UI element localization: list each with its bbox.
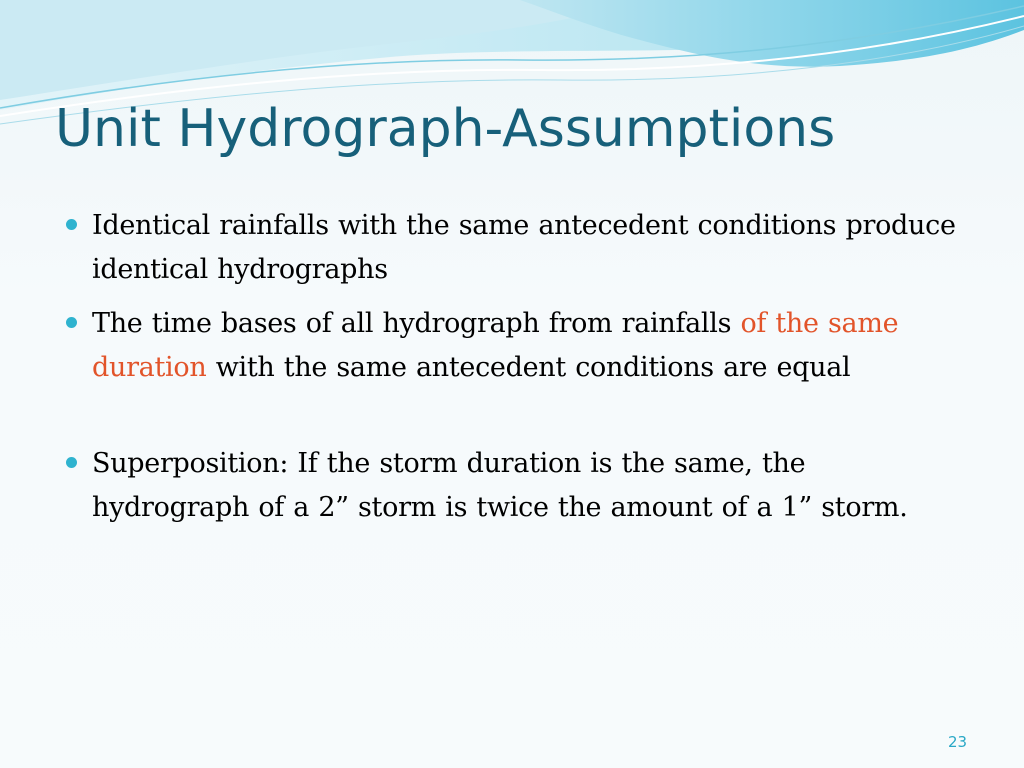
bullet-list (62, 204, 962, 530)
bullet-text: Identical rainfalls with the same antecedent conditions produce identical hydrographs (92, 210, 956, 285)
bullet-dot-icon (66, 219, 77, 230)
bullet-text-end: with the same antecedent conditions are equal (206, 352, 851, 383)
bullet-text-highlight: of the same duration (92, 308, 899, 383)
bullet-item (62, 442, 962, 530)
page-number: 23 (948, 733, 968, 751)
bullet-item (62, 204, 962, 292)
bullet-dot-icon (66, 317, 77, 328)
bullet-item (62, 302, 962, 390)
bullet-text-start: The time bases of all hydrograph from rainfalls (92, 308, 741, 339)
slide-title: Unit Hydrograph-Assumptions (55, 99, 836, 159)
bullet-text: Superposition: If the storm duration is the same, the hydrograph of a 2” storm is twice the amount of a 1” storm. (92, 448, 908, 523)
bullet-dot-icon (66, 457, 77, 468)
